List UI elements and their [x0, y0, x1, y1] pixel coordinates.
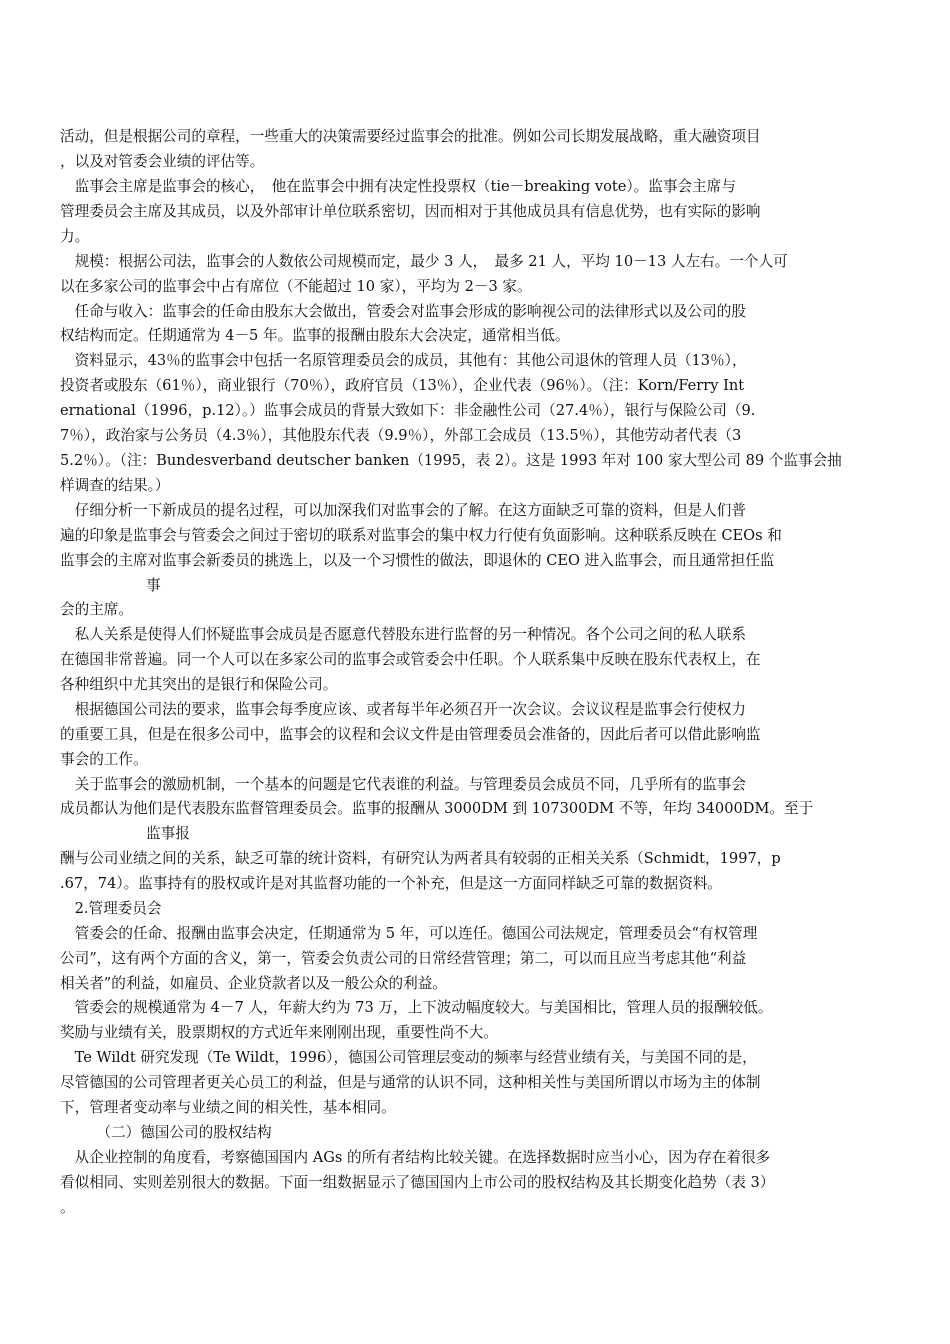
text-line: 成员都认为他们是代表股东监督管理委员会。监事的报酬从 3000DM 到 107300DM 不等，年均 34000DM。至于	[60, 800, 814, 817]
text-line: 从企业控制的角度看，考察德国国内 AGs 的所有者结构比较关键。在选择数据时应当小心，因为存在着很多	[60, 1149, 771, 1166]
text-line: 相关者”的利益，如雇员、企业贷款者以及一般公众的利益。	[60, 975, 447, 992]
text-line: 看似相同、实则差别很大的数据。下面一组数据显示了德国国内上市公司的股权结构及其长期变化趋势（表 3）	[60, 1174, 775, 1191]
text-line: 的重要工具，但是在很多公司中，监事会的议程和会议文件是由管理委员会准备的，因此后者可以借此影响监	[60, 726, 761, 743]
text-line: 活动，但是根据公司的章程，一些重大的决策需要经过监事会的批准。例如公司长期发展战略，重大融资项目	[60, 128, 761, 145]
text-line: 各种组织中尤其突出的是银行和保险公司。	[60, 676, 338, 693]
text-line: 资料显示，43％的监事会中包括一名原管理委员会的成员，其他有：其他公司退休的管理人员（13％），	[60, 352, 747, 369]
text-line: Te Wildt 研究发现（Te Wildt，1996），德国公司管理层变动的频率与经营业绩有关，与美国不同的是，	[60, 1049, 757, 1066]
text-line: 7％），政治家与公务员（4.3％），其他股东代表（9.9％），外部工会成员（13.5％），其他劳动者代表（3	[60, 427, 742, 444]
text-line: 根据德国公司法的要求，监事会每季度应该、或者每半年必须召开一次会议。会议议程是监事会行使权力	[60, 701, 746, 718]
text-line: 关于监事会的激励机制，一个基本的问题是它代表谁的利益。与管理委员会成员不同，几乎所有的监事会	[60, 776, 746, 793]
text-line: 遍的印象是监事会与管委会之间过于密切的联系对监事会的集中权力行使有负面影响。这种联系反映在 CEOs 和	[60, 527, 782, 544]
text-line: .67，74）。监事持有的股权或许是对其监督功能的一个补充，但是这一方面同样缺乏可靠的数据资料。	[60, 875, 723, 892]
text-line: 酬与公司业绩之间的关系，缺乏可靠的统计资料，有研究认为两者具有较弱的正相关关系（Schmidt，1997，p	[60, 850, 781, 867]
text-line: 管委会的任命、报酬由监事会决定，任期通常为 5 年，可以连任。德国公司法规定，管理委员会“有权管理	[60, 925, 758, 942]
text-line: 在德国非常普遍。同一个人可以在多家公司的监事会或管委会中任职。个人联系集中反映在股东代表权上，在	[60, 651, 761, 668]
text-line: 公司”，这有两个方面的含义，第一，管委会负责公司的日常经营管理；第二，可以而且应当考虑其他“利益	[60, 950, 747, 967]
text-line: 管理委员会主席及其成员，以及外部审计单位联系密切，因而相对于其他成员具有信息优势，也有实际的影响	[60, 203, 761, 220]
text-line: 样调查的结果。）	[60, 477, 170, 494]
text-line: 权结构而定。任期通常为 4－5 年。监事的报酬由股东大会决定，通常相当低。	[60, 327, 570, 344]
text-line: 规模：根据公司法，监事会的人数依公司规模而定，最少 3 人， 最多 21 人，平均 10－13 人左右。一个人可	[60, 253, 788, 270]
text-line: 会的主席。	[60, 601, 133, 618]
text-line: 任命与收入：监事会的任命由股东大会做出，管委会对监事会形成的影响视公司的法律形式以及公司的股	[60, 303, 746, 320]
text-line: 力。	[60, 228, 90, 245]
text-line: 监事会主席是监事会的核心， 他在监事会中拥有决定性投票权（tie－breaking vote）。监事会主席与	[60, 178, 736, 195]
text-line: 私人关系是使得人们怀疑监事会成员是否愿意代替股东进行监督的另一种情况。各个公司之间的私人联系	[60, 626, 746, 643]
text-line: 投资者或股东（61％），商业银行（70％），政府官员（13％），企业代表（96％）。（注：Korn/Ferry Int	[60, 377, 745, 394]
text-line: 事会的工作。	[60, 751, 148, 768]
text-line: 奖励与业绩有关，股票期权的方式近年来刚刚出现，重要性尚不大。	[60, 1024, 498, 1041]
section-heading: 2.管理委员会	[60, 900, 162, 917]
text-line: 5.2％）。（注：Bundesverband deutscher banken（1995，表 2）。这是 1993 年对 100 家大型公司 89 个监事会抽	[60, 452, 842, 469]
text-line: 。	[60, 1199, 75, 1216]
text-line: 管委会的规模通常为 4－7 人，年薪大约为 73 万，上下波动幅度较大。与美国相比，管理人员的报酬较低。	[60, 999, 773, 1016]
text-line: 仔细分析一下新成员的提名过程，可以加深我们对监事会的了解。在这方面缺乏可靠的资料，但是人们普	[60, 502, 746, 519]
text-line: 下，管理者变动率与业绩之间的相关性，基本相同。	[60, 1099, 396, 1116]
text-line: 监事会的主席对监事会新委员的挑选上，以及一个习惯性的做法，即退休的 CEO 进入监事会，而且通常担任监	[60, 552, 775, 569]
text-line: 监事报	[146, 825, 190, 842]
text-line: 以在多家公司的监事会中占有席位（不能超过 10 家），平均为 2－3 家。	[60, 278, 532, 295]
text-line: ernational（1996，p.12）。）监事会成员的背景大致如下：非金融性公司（27.4％），银行与保险公司（9.	[60, 402, 756, 419]
text-line: 事	[146, 577, 161, 594]
text-line: ，以及对管委会业绩的评估等。	[60, 153, 265, 170]
section-heading: （二）德国公司的股权结构	[60, 1124, 272, 1141]
text-line: 尽管德国的公司管理者更关心员工的利益，但是与通常的认识不同，这种相关性与美国所谓以市场为主的体制	[60, 1074, 761, 1091]
